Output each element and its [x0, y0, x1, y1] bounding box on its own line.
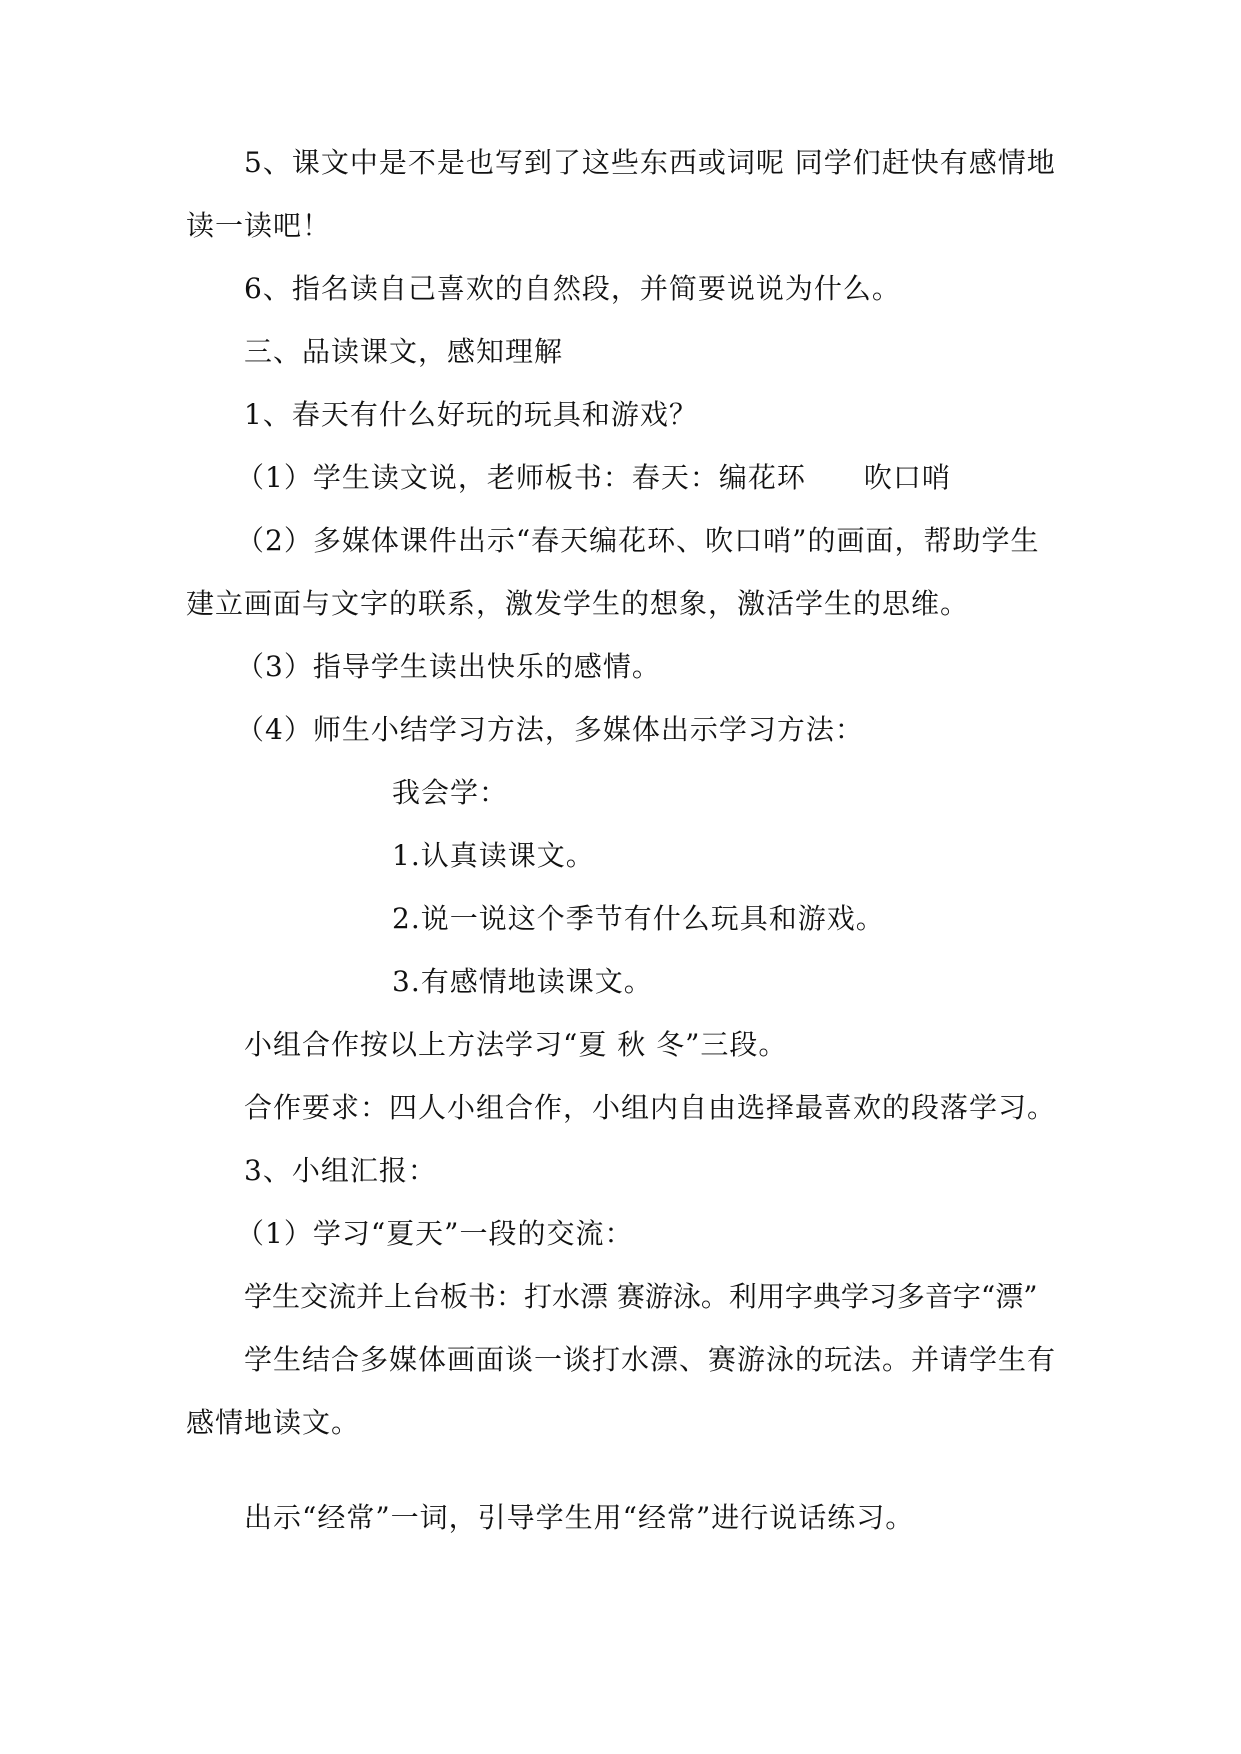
section-heading: 三、品读课文，感知理解 — [244, 335, 564, 368]
text-line: 读一读吧！ — [186, 209, 332, 242]
method-item: 1.认真读课文。 — [392, 839, 595, 872]
text-line: （1）学习“夏天”一段的交流： — [236, 1217, 634, 1250]
method-item: 3.有感情地读课文。 — [392, 965, 653, 998]
text-line: 建立画面与文字的联系，激发学生的想象，激活学生的思维。 — [186, 587, 970, 620]
text-line: 出示“经常”一词，引导学生用“经常”进行说话练习。 — [244, 1501, 915, 1534]
text-line: 感情地读文。 — [186, 1406, 361, 1439]
text-line: 合作要求：四人小组合作，小组内自由选择最喜欢的段落学习。 — [244, 1091, 1057, 1124]
text-line: 小组合作按以上方法学习“夏 秋 冬”三段。 — [244, 1028, 788, 1061]
text-line: 1、春天有什么好玩的玩具和游戏？ — [244, 398, 698, 431]
method-heading: 我会学： — [392, 776, 509, 809]
method-item: 2.说一说这个季节有什么玩具和游戏。 — [392, 902, 885, 935]
text-line: （1）学生读文说，老师板书：春天：编花环 吹口哨 — [236, 461, 951, 494]
text-line: 3、小组汇报： — [244, 1154, 437, 1187]
text-line: 学生交流并上台板书：打水漂 赛游泳。利用字典学习多音字“漂” — [244, 1280, 1038, 1313]
text-line: （3）指导学生读出快乐的感情。 — [236, 650, 661, 683]
text-line: 学生结合多媒体画面谈一谈打水漂、赛游泳的玩法。并请学生有 — [244, 1343, 1057, 1376]
text-line: （2）多媒体课件出示“春天编花环、吹口哨”的画面，帮助学生 — [236, 524, 1040, 557]
text-line: 6、指名读自己喜欢的自然段，并简要说说为什么。 — [244, 272, 901, 305]
text-line: 5、课文中是不是也写到了这些东西或词呢 同学们赶快有感情地 — [244, 146, 1056, 179]
text-line: （4）师生小结学习方法，多媒体出示学习方法： — [236, 713, 864, 746]
